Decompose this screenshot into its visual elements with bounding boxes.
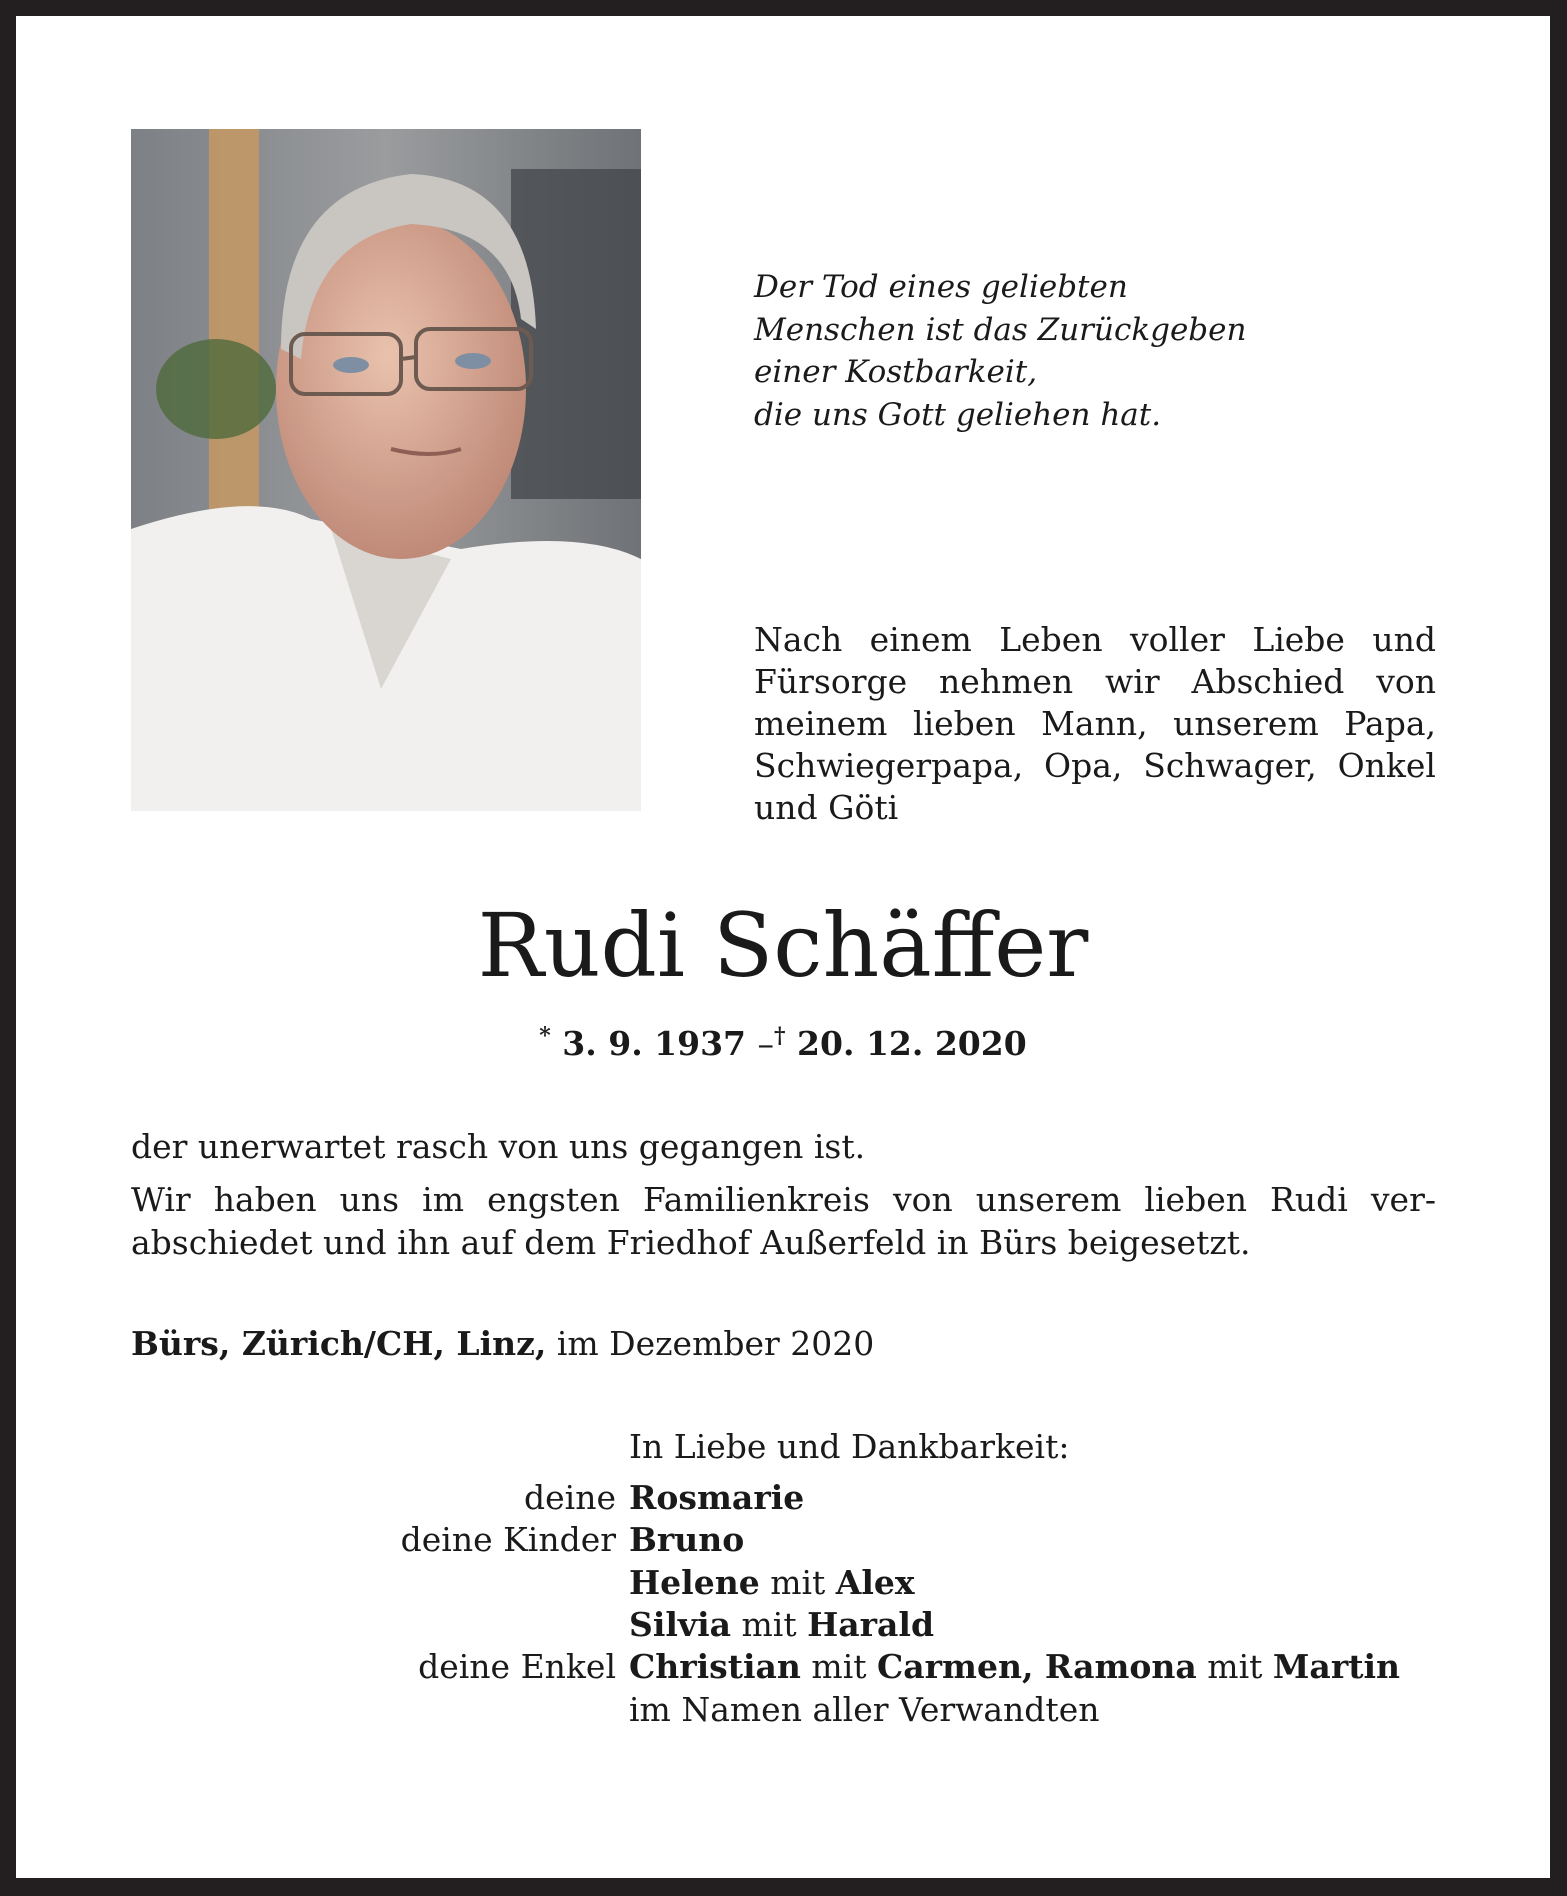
mourner-relation: deine Enkel	[418, 1647, 616, 1687]
mourner-name: Harald	[807, 1604, 935, 1644]
quote-line: Der Tod eines geliebten	[754, 269, 1128, 305]
connector-text: mit	[759, 1562, 836, 1602]
thanks-heading: In Liebe und Dankbarkeit:	[629, 1427, 1070, 1466]
intro-line: meinem lieben Mann, unserem Papa,	[754, 704, 1436, 743]
mourner-name: Carmen, Ramona	[877, 1647, 1197, 1687]
deceased-name: Rudi Schäffer	[477, 894, 1089, 997]
death-date: 20. 12. 2020	[797, 1024, 1027, 1063]
place-date	[131, 1324, 874, 1363]
mourner-name: Helene	[629, 1562, 760, 1602]
birth-symbol: *	[539, 1023, 551, 1049]
mourner-name: Rosmarie	[629, 1478, 805, 1517]
mourner-names	[629, 1563, 915, 1602]
connector-text: im Namen aller Verwandten	[629, 1689, 1100, 1729]
connector-text: mit	[800, 1647, 878, 1687]
quote-line: Menschen ist das Zurückgeben	[754, 311, 1247, 348]
connector-text: mit	[731, 1604, 808, 1644]
mourner-names	[629, 1520, 744, 1559]
mourner-name: Christian	[629, 1647, 801, 1687]
death-symbol: †	[774, 1023, 786, 1049]
places: Bürs, Zürich/CH, Linz,	[131, 1324, 547, 1363]
mourner-name: Bruno	[629, 1520, 745, 1560]
mourner-name: Alex	[835, 1562, 915, 1602]
mourner-name: Martin	[1272, 1647, 1400, 1687]
intro-line: Schwiegerpapa, Opa, Schwager, Onkel	[754, 746, 1436, 785]
portrait-photo	[131, 129, 641, 811]
mourner-relation: deine Kinder	[400, 1520, 616, 1560]
connector-text: mit	[1196, 1647, 1273, 1687]
quote-line: einer Kostbarkeit,	[754, 354, 1038, 390]
intro-line: und Göti	[754, 788, 899, 827]
obituary-page	[16, 16, 1550, 1878]
body-line: der unerwartet rasch von uns gegangen ist.	[131, 1127, 866, 1166]
date-text: im Dezember 2020	[546, 1324, 875, 1363]
body-para-line: Wir haben uns im engsten Familienkreis von unserem lieben Rudi ver-	[131, 1180, 1436, 1219]
mourner-name: Silvia	[629, 1604, 731, 1644]
date-dash: –	[757, 1024, 775, 1063]
birth-date: 3. 9. 1937	[562, 1024, 747, 1063]
body-para-line: abschiedet und ihn auf dem Friedhof Außerfeld in Bürs beigesetzt.	[131, 1223, 1251, 1262]
body-paragraph	[131, 1178, 1436, 1264]
life-dates	[16, 1023, 1550, 1063]
intro-line: Nach einem Leben voller Liebe und	[754, 620, 1436, 659]
intro-paragraph	[754, 619, 1436, 829]
memorial-quote	[754, 266, 1246, 436]
mourner-names	[629, 1690, 1099, 1729]
mourner-names	[629, 1605, 934, 1644]
mourner-names	[629, 1478, 804, 1517]
quote-line: die uns Gott geliehen hat.	[754, 396, 1162, 433]
mourner-names	[629, 1647, 1400, 1686]
mourner-relation: deine	[524, 1478, 616, 1517]
intro-line: Fürsorge nehmen wir Abschied von	[754, 662, 1436, 701]
